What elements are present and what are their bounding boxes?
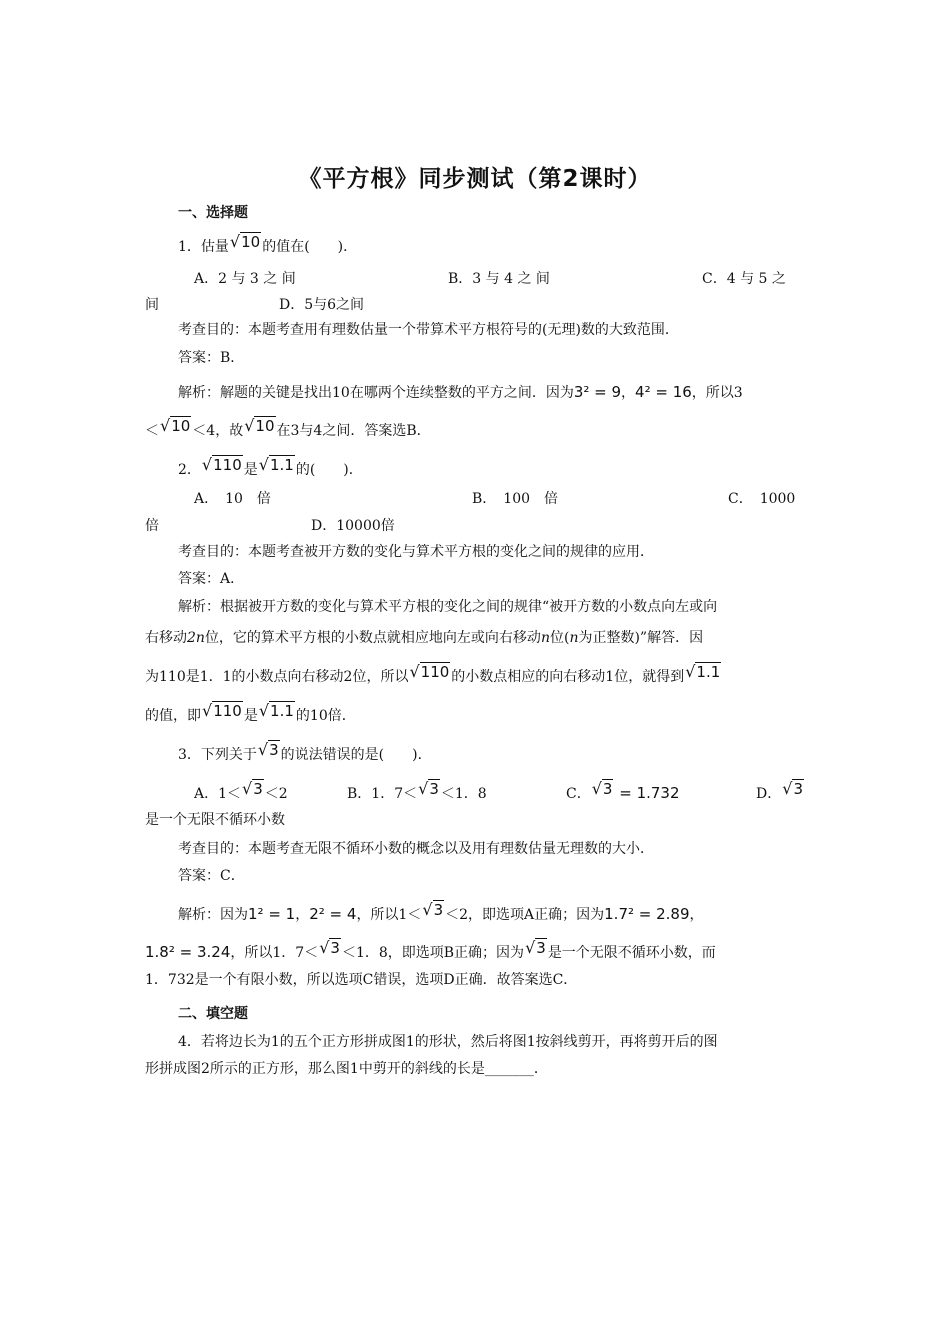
sqrt-3: √3 — [782, 779, 803, 798]
q1-purpose: 考查目的：本题考查用有理数估量一个带算术平方根符号的(无理)数的大致范围． — [178, 322, 679, 338]
q1-option-c-cont: 间 — [145, 297, 159, 313]
q2-option-c: C． 1000 — [728, 491, 796, 507]
q3-analysis-line1: 解析：因为1² = 1，2² = 4，所以1＜√3 ＜2，即选项A正确；因为1.7² = 2.89， — [178, 900, 704, 923]
section-heading-fill: 二、填空题 — [178, 1006, 248, 1022]
sqrt-3: √3 — [257, 740, 279, 759]
q2-purpose: 考查目的：本题考查被开方数的变化与算术平方根的变化之间的规律的应用． — [178, 544, 654, 560]
sqrt-3: √3 — [422, 900, 444, 919]
sqrt-3: √3 — [591, 779, 613, 798]
sqrt-110: √110 — [202, 701, 242, 720]
q2-analysis-line4: 的值，即√110 是√1.1 的10倍． — [145, 701, 356, 724]
sqrt-110: √110 — [409, 662, 450, 681]
q3-purpose: 考查目的：本题考查无限不循环小数的概念以及用有理数估量无理数的大小． — [178, 841, 654, 857]
q2-option-a: A． 10 倍 — [194, 491, 271, 507]
sqrt-3: √3 — [319, 938, 340, 957]
q1-option-a: A．2 与 3 之 间 — [194, 271, 296, 287]
q1-option-d: D．5与6之间 — [279, 297, 365, 313]
sqrt-10: √10 — [244, 416, 275, 435]
q3-option-d: D．√3 — [756, 779, 803, 802]
q3-analysis-line3: 1．732是一个有限小数，所以选项C错误，选项D正确．故答案选C． — [145, 972, 578, 988]
sqrt-3: √3 — [525, 938, 546, 957]
q4-line2: 形拼成图2所示的正方形，那么图1中剪开的斜线的长是_______． — [145, 1061, 548, 1077]
q4-line1: 4．若将边长为1的五个正方形拼成图1的形状，然后将图1按斜线剪开，再将剪开后的图 — [178, 1034, 718, 1050]
sqrt-3: √3 — [242, 779, 263, 798]
q3-stem: 3．下列关于√3 的说法错误的是( )． — [178, 740, 432, 763]
q3-option-a: A．1＜√3 ＜2 — [194, 779, 288, 802]
q3-option-d-cont: 是一个无限不循环小数 — [145, 812, 285, 828]
sqrt-10: √10 — [229, 232, 261, 251]
q1-analysis-line2: ＜√10 ＜4，故√10 在3与4之间．答案选B． — [145, 416, 431, 439]
q1-stem: 1．估量√10 的值在( )． — [178, 232, 358, 255]
q1-analysis-line1: 解析：解题的关键是找出10在哪两个连续整数的平方之间．因为3² = 9，4² = 16，所以3 — [178, 383, 743, 401]
q2-answer: 答案：A． — [178, 571, 245, 587]
q2-option-b: B． 100 倍 — [472, 491, 559, 507]
sqrt-110: √110 — [201, 455, 242, 474]
q2-analysis-line3: 为110是1．1的小数点向右移动2位，所以√110 的小数点相应的向右移动1位，就得到√1.1 — [145, 662, 721, 685]
section-heading-choice: 一、选择题 — [178, 205, 248, 221]
sqrt-1-1: √1.1 — [258, 701, 294, 720]
q1-option-c: C．4 与 5 之 — [702, 271, 786, 287]
q3-option-b: B．1．7＜√3 ＜1．8 — [347, 779, 487, 802]
sqrt-3: √3 — [418, 779, 439, 798]
q2-analysis-line2: 右移动2n位，它的算术平方根的小数点就相应地向左或向右移动n位(n为正整数)”解答．因 — [145, 630, 704, 646]
document-title: 《平方根》同步测试（第2课时） — [298, 166, 652, 192]
q2-analysis-line1: 解析：根据被开方数的变化与算术平方根的变化之间的规律“被开方数的小数点向左或向 — [178, 599, 718, 615]
q2-stem: 2．√110 是√1.1 的( )． — [178, 455, 363, 478]
q2-option-d: D．10000倍 — [311, 518, 395, 534]
q2-option-c-cont: 倍 — [145, 518, 159, 534]
q3-option-c: C．√3 = 1.732 — [566, 779, 680, 802]
q1-option-b: B．3 与 4 之 间 — [448, 271, 550, 287]
sqrt-10: √10 — [160, 416, 191, 435]
sqrt-1-1: √1.1 — [258, 455, 294, 474]
q3-analysis-line2: 1.8² = 3.24，所以1．7＜√3 ＜1．8，即选项B正确；因为√3 是一个无限不循环小数，而 — [145, 938, 716, 961]
sqrt-1-1: √1.1 — [685, 662, 721, 681]
q3-answer: 答案：C． — [178, 868, 245, 884]
q1-answer: 答案：B． — [178, 350, 245, 366]
